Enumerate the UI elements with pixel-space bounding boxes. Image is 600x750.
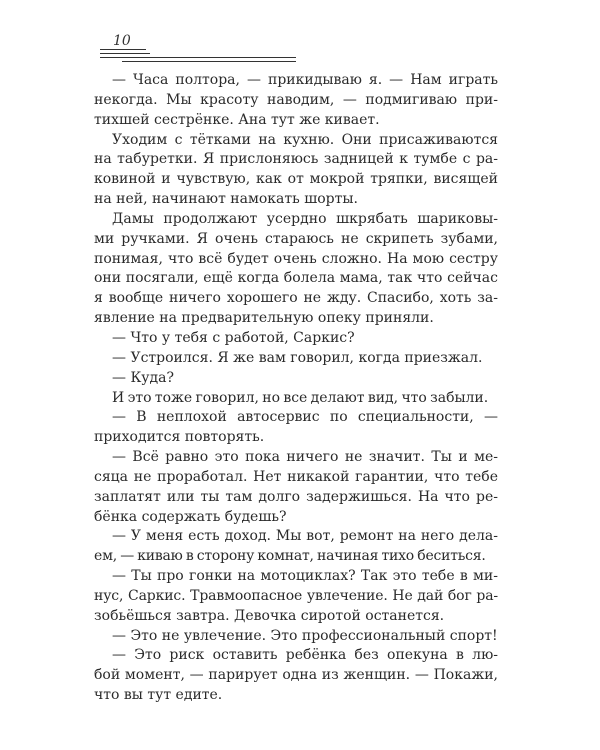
text-line: — Часа полтора, — прикидываю я. — Нам играть xyxy=(112,72,498,88)
text-line: на табуретки. Я прислоняюсь задницей к тумбе с ра- xyxy=(94,151,498,168)
text-line: — Что у тебя с работой, Саркис? xyxy=(112,329,355,346)
text-line: тихшей сестрёнке. Ана тут же кивает. xyxy=(94,111,380,128)
text-line: — Устроился. Я же вам говорил, когда приезжал. xyxy=(112,349,483,366)
text-line: И это тоже говорил, но все делают вид, что забыли. xyxy=(112,389,489,406)
text-line: Уходим с тётками на кухню. Они присаживаются xyxy=(112,131,498,148)
text-line: некогда. Мы красоту наводим, — подмигиваю при- xyxy=(94,91,498,108)
text-line: — В неплохой автосервис по специальности, — xyxy=(112,409,498,426)
text-line: — У меня есть доход. Мы вот, ремонт на него дела- xyxy=(112,528,498,545)
text-line: я вообще ничего хорошего не жду. Спасибо, хоть за- xyxy=(94,290,498,307)
text-line: — Ты про гонки на мотоциклах? Так это тебе в ми- xyxy=(112,568,498,585)
text-line: Дамы продолжают усердно шкрябать шариковы- xyxy=(112,210,498,227)
text-line: понимая, что всё будет очень сложно. На мою сестру xyxy=(94,250,498,267)
text-line: — Это риск оставить ребёнка без опекуна в лю- xyxy=(112,647,498,664)
text-line: они посягали, ещё когда болела мама, так что сейчас xyxy=(94,270,498,287)
header-rule xyxy=(100,49,146,50)
text-line: ем, — киваю в сторону комнат, начиная тихо беситься. xyxy=(94,548,486,565)
text-line: заплатят или ты там долго задержишься. На что ре- xyxy=(94,488,498,505)
text-line: зобьёшься завтра. Девочка сиротой останется. xyxy=(94,607,445,624)
text-line: что вы тут едите. xyxy=(94,687,223,704)
text-line: ми ручками. Я очень стараюсь не скрипеть зубами, xyxy=(94,230,498,247)
text-line: явление на предварительную опеку приняли. xyxy=(94,310,434,327)
text-line: нус, Саркис. Травмоопасное увлечение. Не дай бог ра- xyxy=(94,587,498,604)
body-text xyxy=(94,71,498,706)
header-rule xyxy=(100,57,296,58)
text-line: на ней, начинают намокать шорты. xyxy=(94,191,358,208)
text-line: — Куда? xyxy=(112,369,174,386)
text-line: бёнка содержать будешь? xyxy=(94,508,287,525)
text-line: — Это не увлечение. Это профессиональный спорт! xyxy=(112,627,498,644)
text-line: — Всё равно это пока ничего не значит. Ты и ме- xyxy=(112,449,498,466)
page-number: 10 xyxy=(113,33,131,49)
header-rule xyxy=(100,53,150,54)
text-line: ковиной и чувствую, как от мокрой тряпки, висящей xyxy=(94,171,498,188)
text-line: бой момент, — парирует одна из женщин. — Покажи, xyxy=(94,667,498,684)
header-rule xyxy=(122,61,296,62)
text-line: сяца не проработал. Нет никакой гарантии, что тебе xyxy=(94,468,498,485)
text-line: приходится повторять. xyxy=(94,429,265,446)
